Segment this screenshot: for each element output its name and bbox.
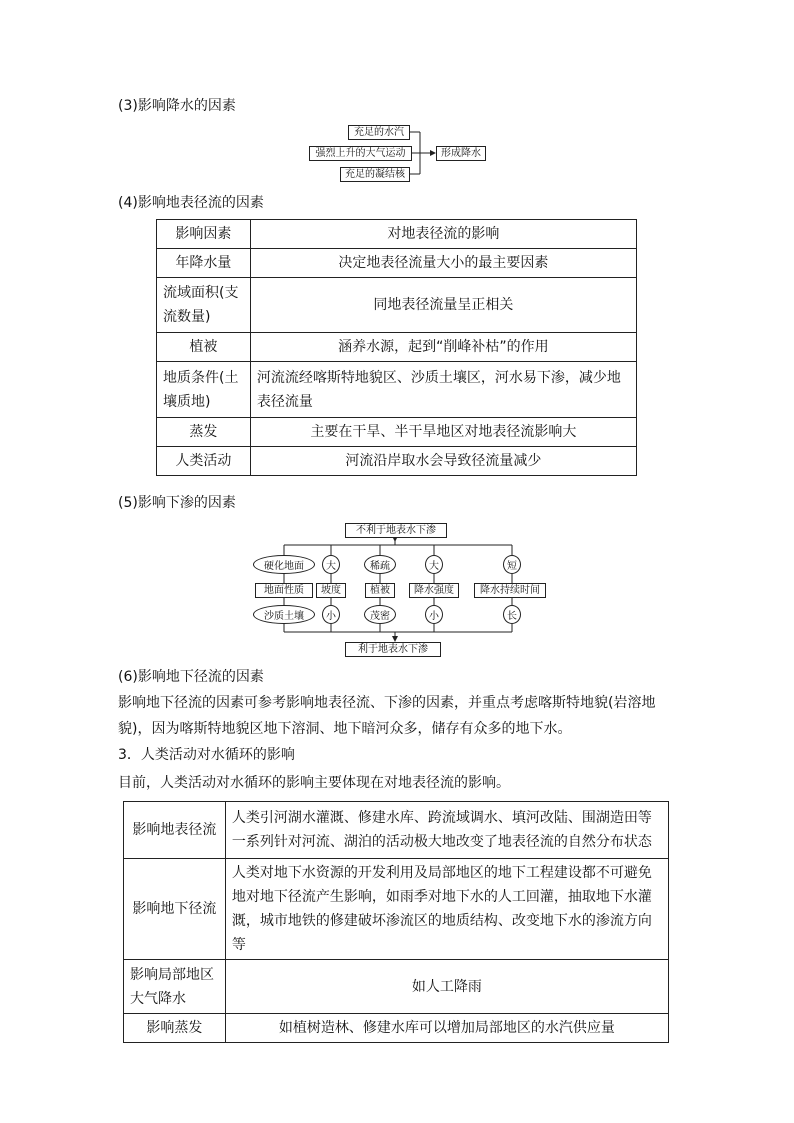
bad-surface: 硬化地面 bbox=[253, 555, 315, 574]
bad-duration: 短 bbox=[503, 555, 521, 574]
factor-surface: 地面性质 bbox=[255, 583, 313, 598]
bad-vegetation: 稀疏 bbox=[364, 555, 396, 574]
good-duration: 长 bbox=[503, 605, 521, 624]
input-condensation-nuclei: 充足的凝结核 bbox=[340, 167, 410, 182]
bottom-label-favorable: 利于地表水下渗 bbox=[345, 642, 441, 657]
effect-cell: 决定地表径流量大小的最主要因素 bbox=[250, 249, 636, 278]
bad-intensity: 大 bbox=[425, 555, 443, 574]
input-water-vapor: 充足的水汽 bbox=[348, 125, 410, 140]
factor-cell: 年降水量 bbox=[157, 249, 251, 278]
good-intensity: 小 bbox=[425, 605, 443, 624]
table-row bbox=[124, 1014, 669, 1043]
section-6-heading: (6)影响地下径流的因素 bbox=[118, 669, 264, 685]
factor-cell: 流域面积(支流数量) bbox=[157, 278, 251, 333]
item-cell: 影响地表径流 bbox=[124, 802, 226, 859]
factor-slope: 坡度 bbox=[316, 583, 346, 598]
factor-cell: 人类活动 bbox=[157, 447, 251, 476]
top-label-unfavorable: 不利于地表水下渗 bbox=[345, 523, 447, 538]
header-effect: 对地表径流的影响 bbox=[250, 220, 636, 249]
desc-cell: 如植树造林、修建水库可以增加局部地区的水汽供应量 bbox=[225, 1014, 668, 1043]
factor-cell: 地质条件(土壤质地) bbox=[157, 362, 251, 418]
section-3-human-heading: 3．人类活动对水循环的影响 bbox=[118, 747, 295, 763]
factor-vegetation: 植被 bbox=[365, 583, 395, 598]
bad-slope: 大 bbox=[322, 555, 340, 574]
factor-intensity: 降水强度 bbox=[409, 583, 459, 598]
effect-cell: 同地表径流量呈正相关 bbox=[250, 278, 636, 333]
item-cell: 影响地下径流 bbox=[124, 859, 226, 960]
factor-cell: 蒸发 bbox=[157, 418, 251, 447]
good-surface: 沙质土壤 bbox=[253, 605, 315, 624]
section-3-human-intro: 目前，人类活动对水循环的影响主要体现在对地表径流的影响。 bbox=[118, 775, 510, 791]
desc-cell: 人类对地下水资源的开发利用及局部地区的地下工程建设都不可避免地对地下径流产生影响，如雨季对地下水的人工回灌，抽取地下水灌溉，城市地铁的修建破坏渗流区的地质结构、改变地下水的渗流方向等 bbox=[225, 859, 668, 960]
effect-cell: 河流流经喀斯特地貌区、沙质土壤区，河水易下渗，减少地表径流量 bbox=[250, 362, 636, 418]
item-cell: 影响局部地区大气降水 bbox=[124, 960, 226, 1014]
effect-cell: 主要在干旱、半干旱地区对地表径流影响大 bbox=[250, 418, 636, 447]
good-vegetation: 茂密 bbox=[364, 605, 396, 624]
result-precipitation: 形成降水 bbox=[436, 146, 486, 161]
section-5-heading: (5)影响下渗的因素 bbox=[118, 495, 236, 511]
item-cell: 影响蒸发 bbox=[124, 1014, 226, 1043]
effect-cell: 河流沿岸取水会导致径流量减少 bbox=[250, 447, 636, 476]
human-activity-table bbox=[123, 801, 669, 1043]
desc-cell: 如人工降雨 bbox=[225, 960, 668, 1014]
section-3-heading: (3)影响降水的因素 bbox=[118, 98, 236, 114]
good-slope: 小 bbox=[322, 605, 340, 624]
header-factor: 影响因素 bbox=[157, 220, 251, 249]
factor-cell: 植被 bbox=[157, 333, 251, 362]
section-6-text: 影响地下径流的因素可参考影响地表径流、下渗的因素，并重点考虑喀斯特地貌(岩溶地貌)，因为喀斯特地貌区地下溶洞、地下暗河众多，储存有众多的地下水。 bbox=[118, 695, 656, 737]
section-4-heading: (4)影响地表径流的因素 bbox=[118, 195, 264, 211]
desc-cell: 人类引河湖水灌溉、修建水库、跨流域调水、填河改陆、围湖造田等一系列针对河流、湖泊的活动极大地改变了地表径流的自然分布状态 bbox=[225, 802, 668, 859]
factor-duration: 降水持续时间 bbox=[474, 583, 546, 598]
table-row bbox=[124, 859, 669, 960]
effect-cell: 涵养水源，起到“削峰补枯”的作用 bbox=[250, 333, 636, 362]
input-rising-motion: 强烈上升的大气运动 bbox=[309, 146, 412, 161]
table-row bbox=[124, 960, 669, 1014]
table-row bbox=[124, 802, 669, 859]
